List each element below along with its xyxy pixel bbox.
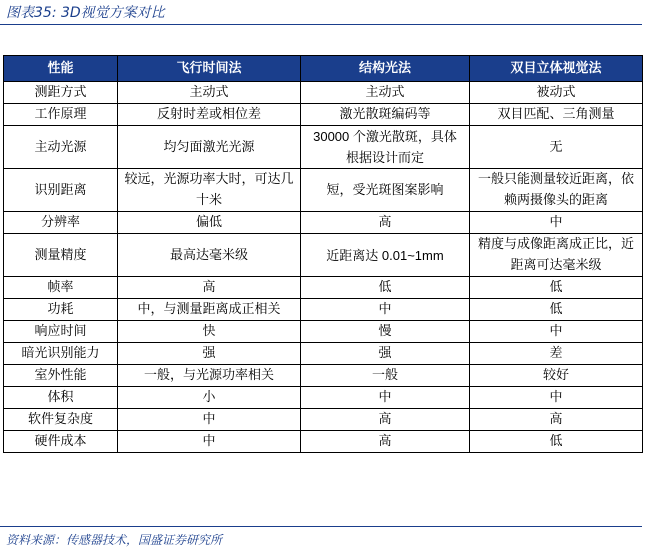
cell-binocular: 一般只能测量较近距离，依赖两摄像头的距离 [470,169,643,212]
row-label: 硬件成本 [4,431,118,453]
table-row [4,82,643,104]
cell-structured-light: 短，受光斑图案影响 [301,169,470,212]
cell-tof: 偏低 [118,212,301,234]
table-row [4,365,643,387]
table-row [4,212,643,234]
cell-binocular: 中 [470,212,643,234]
figure-title: 图表35: 3D视觉方案对比 [6,5,165,21]
table-row [4,321,643,343]
table-row [4,234,643,277]
cell-binocular: 中 [470,321,643,343]
cell-tof: 高 [118,277,301,299]
row-label: 软件复杂度 [4,409,118,431]
cell-structured-light: 近距离达 0.01~1mm [301,234,470,277]
table-row [4,277,643,299]
cell-tof: 一般，与光源功率相关 [118,365,301,387]
table-row [4,169,643,212]
cell-tof: 中 [118,431,301,453]
cell-binocular: 较好 [470,365,643,387]
cell-tof: 均匀面激光光源 [118,126,301,169]
cell-binocular: 高 [470,409,643,431]
cell-binocular: 无 [470,126,643,169]
cell-structured-light: 慢 [301,321,470,343]
row-label: 暗光识别能力 [4,343,118,365]
cell-binocular: 低 [470,299,643,321]
cell-binocular: 低 [470,431,643,453]
cell-structured-light: 高 [301,431,470,453]
row-label: 测距方式 [4,82,118,104]
cell-tof: 反射时差或相位差 [118,104,301,126]
row-label: 响应时间 [4,321,118,343]
cell-binocular: 差 [470,343,643,365]
cell-binocular: 低 [470,277,643,299]
row-label: 主动光源 [4,126,118,169]
row-label: 功耗 [4,299,118,321]
cell-structured-light: 强 [301,343,470,365]
cell-tof: 中，与测量距离成正相关 [118,299,301,321]
cell-structured-light: 中 [301,299,470,321]
header-binocular-stereo: 双目立体视觉法 [470,56,643,82]
title-divider [0,24,642,25]
row-label: 室外性能 [4,365,118,387]
source-note: 资料来源：传感器技术，国盛证券研究所 [6,533,223,547]
header-structured-light: 结构光法 [301,56,470,82]
cell-structured-light: 30000 个激光散斑，具体根据设计而定 [301,126,470,169]
cell-structured-light: 低 [301,277,470,299]
row-label: 分辨率 [4,212,118,234]
table-row [4,343,643,365]
table-row [4,387,643,409]
cell-structured-light: 高 [301,409,470,431]
cell-tof: 较远，光源功率大时，可达几十米 [118,169,301,212]
table-row [4,431,643,453]
cell-structured-light: 主动式 [301,82,470,104]
cell-tof: 中 [118,409,301,431]
row-label: 识别距离 [4,169,118,212]
row-label: 帧率 [4,277,118,299]
row-label: 体积 [4,387,118,409]
cell-structured-light: 高 [301,212,470,234]
cell-structured-light: 一般 [301,365,470,387]
row-label: 测量精度 [4,234,118,277]
cell-binocular: 被动式 [470,82,643,104]
table-header-row [4,56,643,82]
comparison-table [3,55,643,453]
cell-tof: 小 [118,387,301,409]
cell-binocular: 双目匹配、三角测量 [470,104,643,126]
row-label: 工作原理 [4,104,118,126]
source-divider [0,526,642,527]
cell-binocular: 中 [470,387,643,409]
table-row [4,409,643,431]
table-row [4,126,643,169]
cell-structured-light: 激光散斑编码等 [301,104,470,126]
header-time-of-flight: 飞行时间法 [118,56,301,82]
table-row [4,104,643,126]
cell-tof: 主动式 [118,82,301,104]
header-performance: 性能 [4,56,118,82]
cell-tof: 快 [118,321,301,343]
table-row [4,299,643,321]
cell-tof: 最高达毫米级 [118,234,301,277]
cell-structured-light: 中 [301,387,470,409]
cell-binocular: 精度与成像距离成正比，近距离可达毫米级 [470,234,643,277]
cell-tof: 强 [118,343,301,365]
